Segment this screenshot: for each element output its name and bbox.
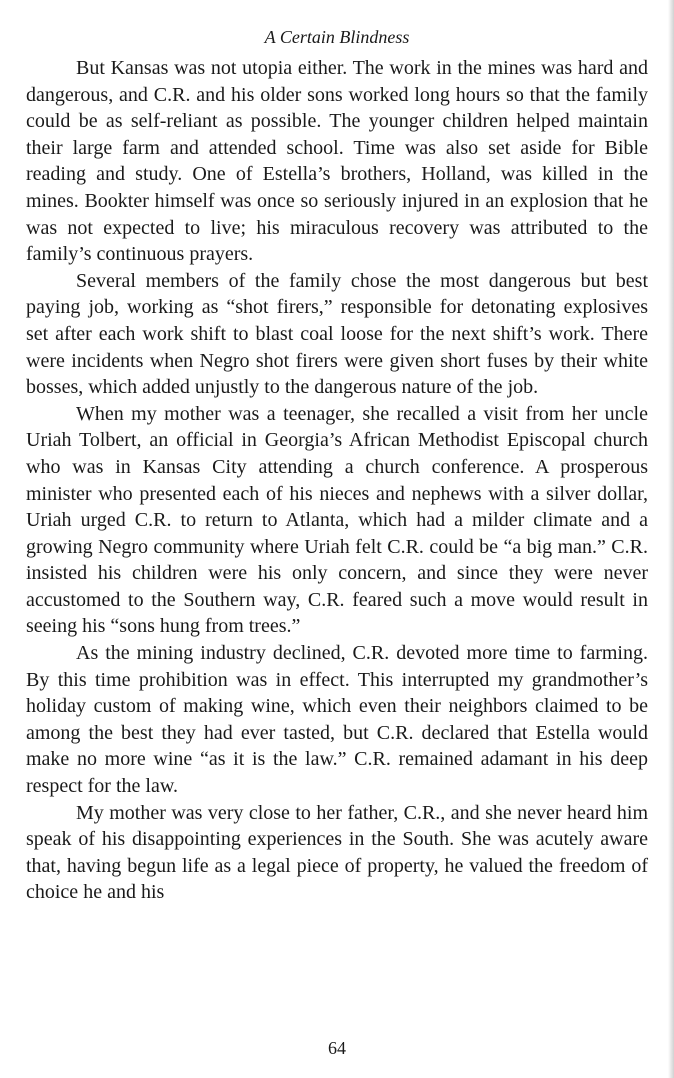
paragraph-1: But Kansas was not utopia either. The work in the mines was hard and dangerous, and C.R. and his older sons worked long hours so that the family could be as self-reliant as possible. The younger children helped maintain their large farm and attended school. Time was also set aside for Bible reading and study. One of Estella’s brothers, Holland, was killed in the mines. Bookter himself was once so seriously injured in an explosion that he was not expected to live; his miraculous recovery was attributed to the family’s continuous prayers. <box>26 57 648 266</box>
paragraph-2: Several members of the family chose the most dangerous but best paying job, working as “shot firers,” responsible for detonating explosives set after each work shift to blast coal loose for the next shift’s work. There were incidents when Negro shot firers were given short fuses by their white bosses, which added unjustly to the dangerous nature of the job. <box>26 269 648 399</box>
body-text <box>26 55 648 906</box>
paragraph-3: When my mother was a teenager, she recalled a visit from her uncle Uriah Tolbert, an official in Georgia’s African Methodist Episcopal church who was in Kansas City attending a church conference. A prosperous minister who presented each of his nieces and nephews with a silver dollar, Uriah urged C.R. to return to Atlanta, which had a milder climate and a growing Negro community where Uriah felt C.R. could be “a big man.” C.R. insisted his children were his only concern, and since they were never accustomed to the Southern way, C.R. feared such a move would result in seeing his “sons hung from trees.” <box>26 402 648 638</box>
page-number: 64 <box>328 1038 346 1058</box>
page-edge-shadow <box>668 0 674 1078</box>
running-head: A Certain Blindness <box>264 27 410 47</box>
paragraph-5: My mother was very close to her father, C.R., and she never heard him speak of his disappointing experiences in the South. She was acutely aware that, having begun life as a legal piece of property, he valued the freedom of choice he and his <box>26 801 648 904</box>
paragraph-4: As the mining industry declined, C.R. devoted more time to farming. By this time prohibition was in effect. This interrupted my grandmother’s holiday custom of making wine, which even their neighbors claimed to be among the best they had ever tasted, but C.R. declared that Estella would make no more wine “as it is the law.” C.R. remained adamant in his deep respect for the law. <box>26 642 648 798</box>
